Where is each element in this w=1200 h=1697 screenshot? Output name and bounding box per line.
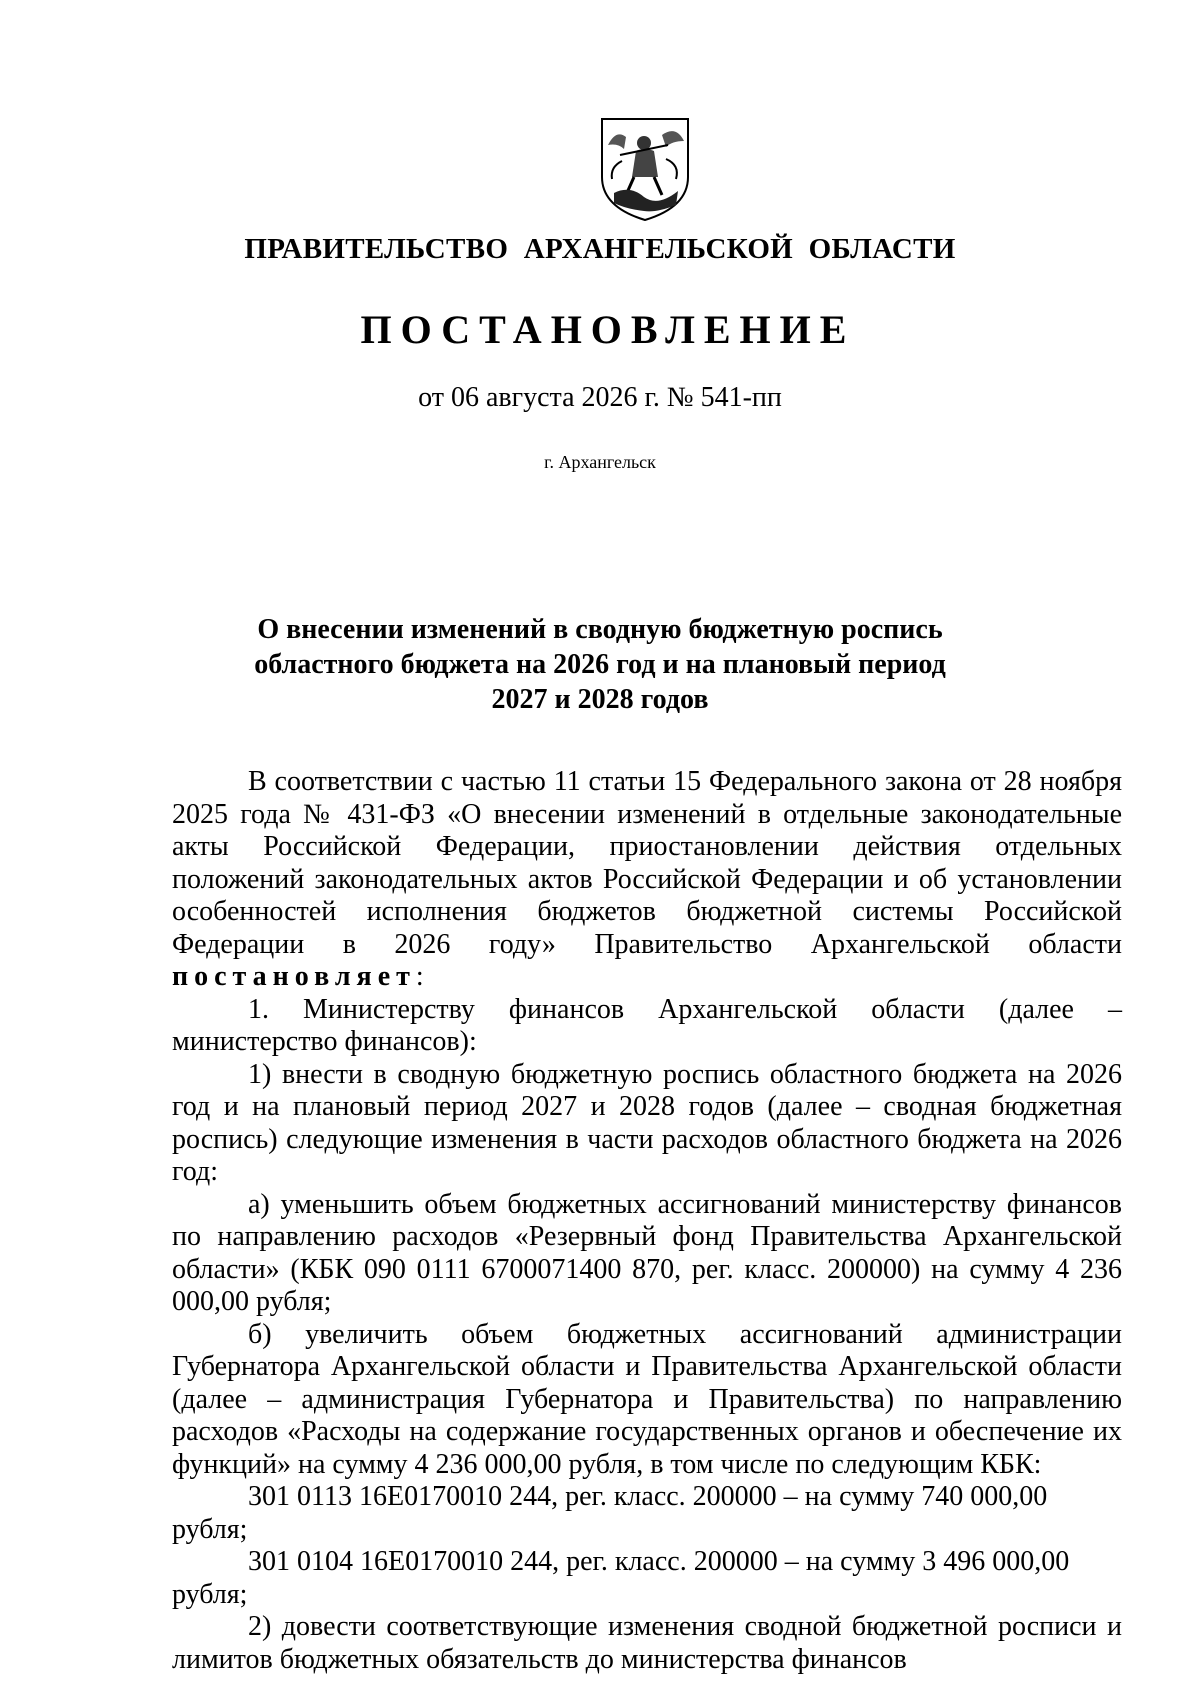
document-type: ПОСТАНОВЛЕНИЕ	[360, 307, 856, 352]
document-city: г. Архангельск	[544, 452, 656, 472]
document-body	[172, 766, 1122, 1676]
preamble-end: :	[415, 961, 424, 992]
title-line: 2027 и 2028 годов	[491, 684, 709, 715]
kbk-line: 301 0104 16Е0170010 244, рег. класс. 200000 – на сумму 3 496 000,00 рубля;	[172, 1546, 1070, 1610]
clause-paragraph: 1. Министерству финансов Архангельской области (далее – министерство финансов):	[172, 993, 1122, 1057]
archangel-emblem-icon	[596, 115, 694, 223]
document-date-number: от 06 августа 2026 г. № 541-пп	[418, 382, 782, 413]
clause-paragraph: б) увеличить объем бюджетных ассигнований администрации Губернатора Архангельской области и Правительства Архангельской области (далее – администрация Губернатора и Правительства) по направлению расходов «Расходы на содержание государственных органов и обеспечение их функций» на сумму 4 236 000,00 рубля, в том числе по следующим КБК:	[172, 1318, 1122, 1480]
clause-paragraph: 2) довести соответствующие изменения сводной бюджетной росписи и лимитов бюджетных обязательств до министерства финансов	[172, 1611, 1122, 1675]
preamble-text: В соответствии с частью 11 статьи 15 Федерального закона от 28 ноября 2025 года № 431-ФЗ «О внесении изменений в отдельные законодательные акты Российской Федерации, приостановлении действия отдельных положений законодательных актов Российской Федерации и об установлении особенностей исполнения бюджетов бюджетной системы Российской Федерации в 2026 году» Правительство Архангельской области	[172, 766, 1122, 960]
resolution-keyword: постановляет	[172, 961, 416, 992]
document-title	[250, 612, 950, 717]
title-line: областного бюджета на 2026 год и на плановый период	[254, 649, 946, 680]
organization-name: ПРАВИТЕЛЬСТВО АРХАНГЕЛЬСКОЙ ОБЛАСТИ	[244, 233, 956, 265]
coat-of-arms-emblem	[596, 115, 694, 223]
title-line: О внесении изменений в сводную бюджетную роспись	[257, 614, 943, 645]
clause-paragraph: 1) внести в сводную бюджетную роспись областного бюджета на 2026 год и на плановый период 2027 и 2028 годов (далее – сводная бюджетная роспись) следующие изменения в части расходов областного бюджета на 2026 год:	[172, 1058, 1122, 1187]
preamble-paragraph	[172, 766, 1122, 994]
clause-paragraph: а) уменьшить объем бюджетных ассигнований министерству финансов по направлению расходов «Резервный фонд Правительства Архангельской области» (КБК 090 0111 6700071400 870, рег. класс. 200000) на сумму 4 236 000,00 рубля;	[172, 1188, 1122, 1317]
kbk-line: 301 0113 16Е0170010 244, рег. класс. 200000 – на сумму 740 000,00 рубля;	[172, 1481, 1048, 1545]
